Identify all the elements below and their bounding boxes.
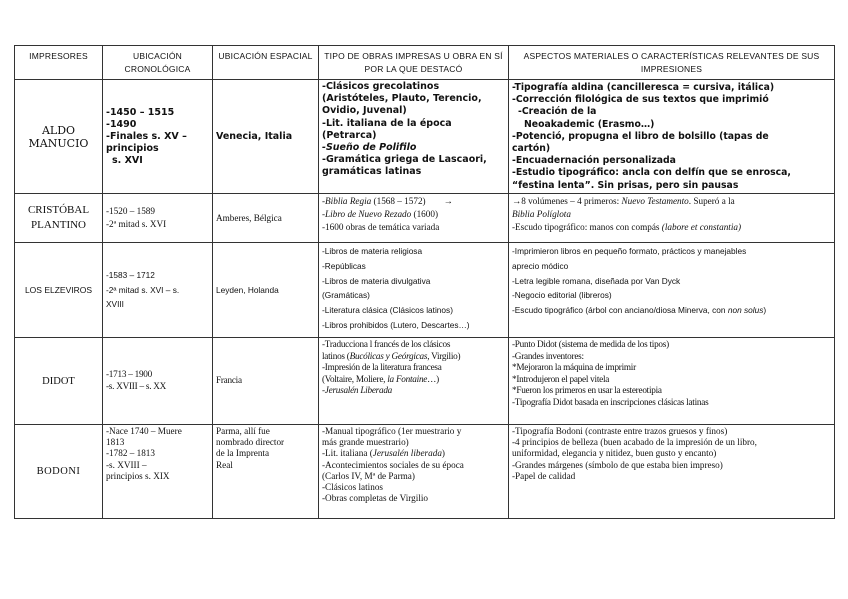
crono-cell: -1713 – 1900 -s. XVIII – s. XX	[103, 338, 213, 425]
header-ubicacion-cronologica: UBICACIÓN CRONOLÓGICA	[103, 46, 213, 80]
tipo-cell: -Libros de materia religiosa -Repúblicas -Libros de materia divulgativa (Gramáticas) -Literatura clásica (Clásicos latinos) -Libros prohibidos (Lutero, Descartes…)	[319, 243, 509, 338]
aspectos-cell: -Punto Didot (sistema de medida de los tipos) -Grandes inventores: *Mejoraron la máquina de imprimir *Introdujeron el papel vitela *Fueron los primeros en usar la estereotipia -Tipografía Didot basada en inscripciones clásicas latinas	[509, 338, 835, 425]
header-aspectos-materiales: ASPECTOS MATERIALES O CARACTERÍSTICAS RELEVANTES DE SUS IMPRESIONES	[509, 46, 835, 80]
table-row	[15, 80, 835, 194]
printer-name: ALDO MANUCIO	[15, 80, 103, 194]
arrow-icon: →	[443, 196, 453, 206]
aspectos-cell: -Imprimieron libros en pequeño formato, prácticos y manejables aprecio módico -Letra legible romana, diseñada por Van Dyck -Negocio editorial (libreros) -Escudo tipográfico (árbol con anciano/diosa Minerva, con non solus)	[509, 243, 835, 338]
espacial-cell: Venecia, Italia	[213, 80, 319, 194]
printer-name: LOS ELZEVIROS	[15, 243, 103, 338]
tipo-cell: -Biblia Regia (1568 – 1572) → -Libro de Nuevo Rezado (1600) -1600 obras de temática variada	[319, 194, 509, 243]
impresores-table	[14, 45, 835, 519]
printer-name: DIDOT	[15, 338, 103, 425]
printer-name: CRISTÓBAL PLANTINO	[15, 194, 103, 243]
table-row	[15, 425, 835, 519]
crono-cell: -1520 – 1589 -2ª mitad s. XVI	[103, 194, 213, 243]
tipo-cell: -Manual tipográfico (1er muestrario y más grande muestrario) -Lit. italiana (Jerusalén liberada) -Acontecimientos sociales de su época (Carlos IV, Mª de Parma) -Clásicos latinos -Obras completas de Virgilio	[319, 425, 509, 519]
crono-cell: -1450 – 1515 -1490 -Finales s. XV – principios s. XVI	[103, 80, 213, 194]
aspectos-cell: →8 volúmenes – 4 primeros: Nuevo Testamento. Superó a la Biblia Políglota -Escudo tipográfico: manos con compás (labore et constantia)	[509, 194, 835, 243]
printer-name: BODONI	[15, 425, 103, 519]
header-impresores: IMPRESORES	[15, 46, 103, 80]
espacial-cell: Leyden, Holanda	[213, 243, 319, 338]
table-row	[15, 243, 835, 338]
header-row	[15, 46, 835, 80]
crono-cell: -Nace 1740 – Muere 1813 -1782 – 1813 -s. XVIII – principios s. XIX	[103, 425, 213, 519]
aspectos-cell: -Tipografía Bodoni (contraste entre trazos gruesos y finos) -4 principios de belleza (buen acabado de la impresión de un libro, uniformidad, elegancia y nitidez, buen gusto y encanto) -Grandes márgenes (símbolo de que estaba bien impreso) -Papel de calidad	[509, 425, 835, 519]
espacial-cell: Parma, allí fue nombrado director de la Imprenta Real	[213, 425, 319, 519]
table-row	[15, 338, 835, 425]
header-ubicacion-espacial: UBICACIÓN ESPACIAL	[213, 46, 319, 80]
tipo-cell: -Traducciona l francés de los clásicos latinos (Bucólicas y Geórgicas, Virgilio) -Impresión de la literatura francesa (Voltaire, Moliere, la Fontaine…) -Jerusalén Liberada	[319, 338, 509, 425]
header-tipo-obras: TIPO DE OBRAS IMPRESAS U OBRA EN SÍ POR LA QUE DESTACÓ	[319, 46, 509, 80]
espacial-cell: Francia	[213, 338, 319, 425]
aspectos-cell: -Tipografía aldina (cancilleresca = cursiva, itálica) -Corrección filológica de sus textos que imprimió -Creación de la Neoakademic (Erasmo…) -Potenció, propugna el libro de bolsillo (tapas de cartón) -Encuadernación personalizada -Estudio tipográfico: ancla con delfín que se enrosca, “festina lenta”. Sin prisas, pero sin pausas	[509, 80, 835, 194]
espacial-cell: Amberes, Bélgica	[213, 194, 319, 243]
table-row	[15, 194, 835, 243]
tipo-cell: -Clásicos grecolatinos (Aristóteles, Plauto, Terencio, Ovidio, Juvenal) -Lit. italiana de la época (Petrarca) -Sueño de Polifilo -Gramática griega de Lascaori, gramáticas latinas	[319, 80, 509, 194]
crono-cell: -1583 – 1712 -2ª mitad s. XVI – s. XVIII	[103, 243, 213, 338]
